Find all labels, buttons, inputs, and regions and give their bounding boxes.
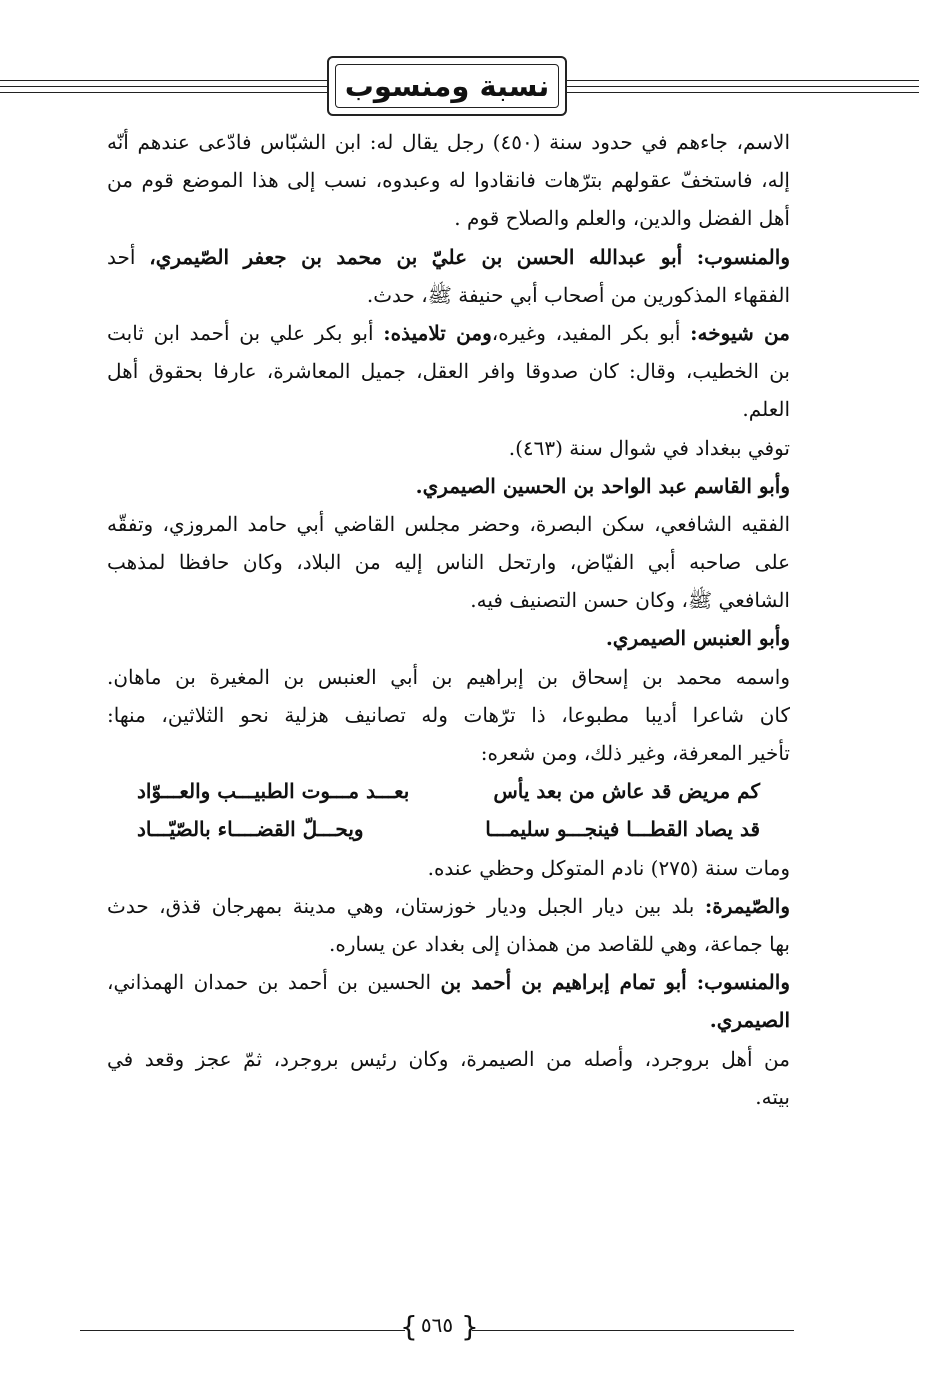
header-rule-left-top [0, 80, 327, 81]
header-title-frame [327, 56, 567, 116]
poem-verse [107, 772, 790, 810]
page-footer [0, 1310, 929, 1350]
footer-brace-left: { [400, 1310, 418, 1343]
text-line [107, 1078, 790, 1116]
line-text: الشافعي ﷺ، وكان حسن التصنيف فيه. [470, 588, 790, 613]
line-text: واسمه محمد بن إسحاق بن إبراهيم بن أبي العنبس بن المغيرة بن ماهان. [107, 664, 790, 689]
footer-rule-right [472, 1330, 794, 1331]
line-text: بن الخطيب، وقال: كان صدوقا وافر العقل، جميل المعاشرة، عارفا بحقوق أهل [107, 359, 790, 384]
text-line [107, 276, 790, 314]
header-rule-right-mid [567, 86, 919, 87]
poem-verse [107, 810, 790, 848]
header-rule-left-mid [0, 86, 327, 87]
line-text: الفقهاء المذكورين من أصحاب أبي حنيفة ﷺ، حدث. [366, 282, 790, 307]
line-text: أبو بكر علي بن أحمد ابن ثابت [107, 320, 384, 345]
bold-term: وأبو القاسم عبد الواحد بن الحسين الصيمري. [415, 473, 790, 498]
text-line [107, 352, 790, 390]
line-text: العلم. [742, 397, 790, 422]
text-line [107, 314, 790, 352]
text-line [107, 925, 790, 963]
line-text: توفي ببغداد في شوال سنة (٤٦٣). [508, 435, 790, 460]
text-line [107, 505, 790, 543]
verse-hemistich: ويحـــلّ القضــــاء بالصّيّـــاد [137, 817, 364, 842]
header-title-inner-frame [335, 64, 559, 108]
text-line [107, 1040, 790, 1078]
text-line [107, 390, 790, 428]
text-line [107, 429, 790, 467]
poem-block [107, 772, 790, 848]
line-text: أبو بكر المفيد، وغيره، [491, 320, 691, 345]
page-body [107, 123, 790, 1116]
verse-hemistich: بعـــد مـــوت الطبيـــب والعـــوّاد [137, 779, 410, 804]
header-rule-left-bottom [0, 92, 327, 93]
line-text: تأخير المعرفة، وغير ذلك، ومن شعره: [480, 741, 790, 765]
line-text: الحسين بن أحمد بن حمدان الهمذاني، [107, 970, 441, 995]
page-number: ٥٦٥ [420, 1313, 454, 1337]
text-line [107, 658, 790, 696]
text-line [107, 619, 790, 657]
text-line [107, 1001, 790, 1039]
line-text: بيته. [755, 1084, 790, 1109]
text-line [107, 581, 790, 619]
line-text: الفقيه الشافعي، سكن البصرة، وحضر مجلس القاضي أبي حامد المروزي، وتفقّه [107, 511, 790, 536]
page-header-title: نسبة ومنسوب [344, 69, 550, 103]
text-block-upper [107, 123, 790, 772]
bold-term: من شيوخه: [690, 320, 790, 345]
line-text: بلد بين ديار الجبل وديار خوزستان، وهي مدينة بمهرجان قذق، حدث [107, 893, 705, 918]
text-line [107, 887, 790, 925]
line-text: كان شاعرا أديبا مطبوعا، ذا ترّهات وله تصانيف هزلية نحو الثلاثين، منها: [107, 702, 790, 727]
bold-term: ومن تلاميذه: [383, 320, 492, 345]
line-text: من أهل بروجرد، وأصله من الصيمرة، وكان رئيس بروجرد، ثمّ عجز وقعد في [107, 1046, 790, 1071]
footer-rule-left [80, 1330, 405, 1331]
line-text: على صاحبه أبي الفيّاض، وارتحل الناس إليه من البلاد، وكان حافظا لمذهب [107, 550, 790, 575]
bold-term: وأبو العنبس الصيمري. [605, 626, 790, 651]
bold-term: والصّيمرة: [704, 893, 790, 918]
text-line [107, 543, 790, 581]
text-line [107, 199, 790, 237]
bold-term: والمنسوب: أبو تمام إبراهيم بن أحمد بن [440, 970, 790, 995]
text-line [107, 849, 790, 887]
text-line [107, 696, 790, 734]
text-line [107, 467, 790, 505]
verse-hemistich: كم مريض قد عاش من بعد يأس [493, 779, 760, 804]
bold-term: الصيمري. [709, 1008, 790, 1033]
line-text: أهل الفضل والدين، والعلم والصلاح قوم . [454, 206, 790, 231]
line-text: بها جماعة، وهي للقاصد من همذان إلى بغداد عن يساره. [329, 931, 790, 956]
text-line [107, 963, 790, 1001]
text-block-lower [107, 849, 790, 1116]
text-line [107, 161, 790, 199]
text-line [107, 734, 790, 772]
verse-hemistich: قد يصاد القطـــا فينجـــو سليمـــا [485, 817, 760, 842]
text-line [107, 238, 790, 276]
header-rule-right-top [567, 80, 919, 81]
text-line [107, 123, 790, 161]
line-text: ومات سنة (٢٧٥) نادم المتوكل وحظي عنده. [427, 855, 790, 880]
line-text: إله، فاستخفّ عقولهم بترّهات فانقادوا له وعبدوه، نسب إلى هذا الموضع قوم من [107, 168, 790, 193]
header-rule-right-bottom [567, 92, 919, 93]
line-text: الاسم، جاءهم في حدود سنة (٤٥٠) رجل يقال له: ابن الشبّاس فادّعى عندهم أنّه [107, 130, 790, 154]
line-text: أحد [107, 244, 150, 269]
footer-brace-right: } [461, 1310, 479, 1343]
bold-term: والمنسوب: أبو عبدالله الحسن بن عليّ بن محمد بن جعفر الصّيمري، [149, 244, 790, 269]
